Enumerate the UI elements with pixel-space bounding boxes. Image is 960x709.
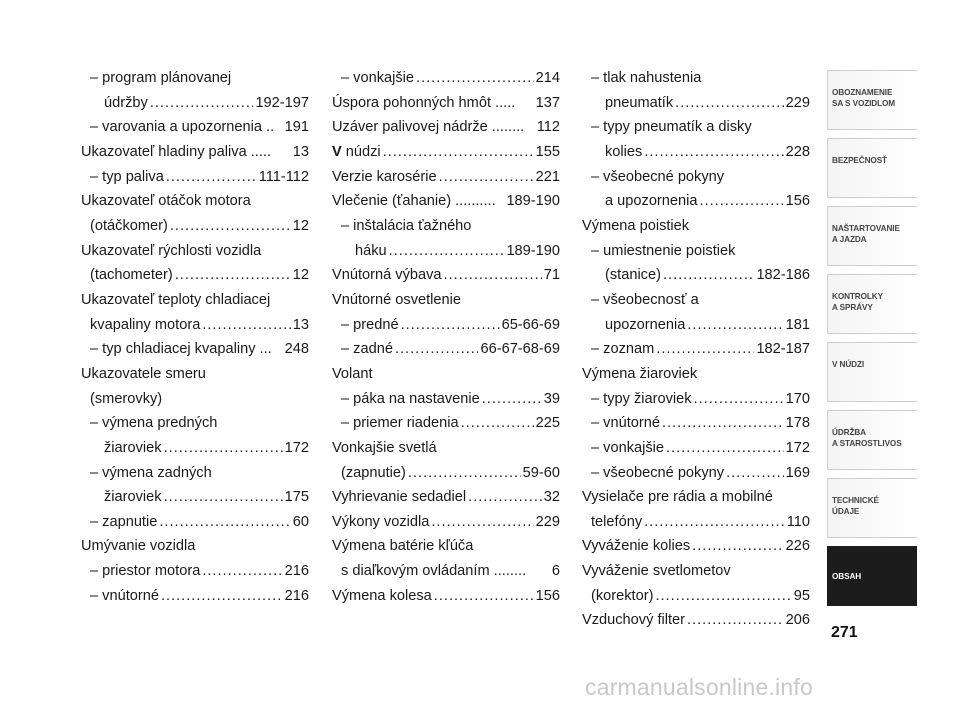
- index-entry-text: (smerovky): [90, 390, 163, 407]
- index-entry-text: – predné: [341, 316, 399, 333]
- index-entry-text: – program plánovanej: [90, 70, 232, 86]
- index-entry: [332, 288, 560, 313]
- index-entry: [81, 189, 309, 214]
- chapter-tab-label-2: A SPRÁVY: [832, 303, 873, 312]
- index-entry-text: telefóny: [591, 513, 643, 530]
- index-entry-text: – vnútorné: [591, 415, 660, 432]
- index-entry-text: (korektor): [591, 587, 654, 604]
- index-entry-text: Uzáver palivovej nádrže ........: [332, 119, 525, 136]
- page-reference: 170: [785, 390, 810, 407]
- index-entry-text: Vonkajšie svetlá: [332, 439, 437, 456]
- index-entry-text: Vyhrievanie sedadiel: [332, 489, 467, 506]
- index-entry: [81, 362, 309, 387]
- page-reference: 229: [785, 94, 810, 111]
- index-entry-text: upozornenia: [605, 316, 686, 333]
- index-entry-text: Vnútorné osvetlenie: [332, 291, 461, 308]
- index-entry-text: (tachometer): [90, 267, 173, 284]
- index-entry: [332, 411, 560, 436]
- leader-dots: [656, 337, 754, 362]
- index-entry-text: – vonkajšie: [341, 70, 415, 86]
- index-entry: [81, 66, 309, 91]
- index-entry-text: a upozornenia: [605, 193, 698, 210]
- index-entry: [81, 337, 309, 362]
- index-entry: [81, 239, 309, 264]
- leader-dots: [439, 165, 534, 190]
- page-reference: 216: [284, 587, 309, 604]
- chapter-tab-label: ÚDRŽBA: [832, 428, 866, 437]
- leader-dots: [395, 337, 479, 362]
- page-reference: 95: [793, 587, 810, 604]
- index-entry-text: [332, 140, 381, 165]
- page-reference: 110: [786, 513, 810, 530]
- index-entry-text: (zapnutie): [341, 464, 406, 481]
- index-entry: [81, 313, 309, 338]
- index-entry: [332, 66, 560, 91]
- index-entry: [81, 411, 309, 436]
- index-entry-text: údržby: [104, 94, 148, 111]
- index-entry-text: – umiestnenie poistiek: [591, 242, 736, 259]
- index-entry-text-rest: núdzi: [341, 143, 381, 160]
- index-entry: [332, 337, 560, 362]
- index-entry-text: Ukazovateľ otáčok motora: [81, 193, 251, 210]
- page-reference: 169: [785, 464, 810, 481]
- leader-dots: [166, 165, 257, 190]
- chapter-tab[interactable]: [827, 546, 917, 606]
- page-reference: 39: [543, 390, 560, 407]
- page-reference: 226: [785, 538, 810, 555]
- chapter-tab-label-2: SA S VOZIDLOM: [832, 99, 895, 108]
- index-entry: [332, 115, 560, 140]
- index-entry-text: – vnútorné: [90, 587, 159, 604]
- chapter-tab-label-2: A STAROSTLIVOS: [832, 439, 902, 448]
- index-entry: [332, 436, 560, 461]
- index-entry: [582, 534, 810, 559]
- page-reference: 178: [785, 415, 810, 432]
- page-reference: 182-187: [756, 341, 810, 358]
- index-entry: [582, 288, 810, 313]
- leader-dots: [692, 534, 783, 559]
- leader-dots: [644, 140, 783, 165]
- index-entry-text: – zoznam: [591, 341, 655, 358]
- index-entry: [582, 362, 810, 387]
- index-entry: [81, 534, 309, 559]
- page-reference: 156: [535, 587, 560, 604]
- leader-dots: [700, 189, 784, 214]
- index-column-2: [332, 66, 560, 608]
- index-entry: [582, 239, 810, 264]
- chapter-tab-label-2: A JAZDA: [832, 235, 867, 244]
- index-entry: [582, 510, 810, 535]
- index-entry-text: žiaroviek: [104, 489, 162, 506]
- leader-dots: [687, 608, 784, 633]
- index-entry-text: Ukazovateľ teploty chladiacej: [81, 291, 271, 308]
- page-number: 271: [831, 624, 858, 641]
- leader-dots: [202, 313, 290, 338]
- index-entry: [81, 584, 309, 609]
- leader-dots: [431, 510, 533, 535]
- leader-dots: [468, 485, 542, 510]
- index-entry-text: Výmena kolesa: [332, 587, 432, 604]
- index-entry-text: – typ paliva: [90, 168, 164, 185]
- leader-dots: [175, 263, 291, 288]
- leader-dots: [694, 387, 784, 412]
- index-entry-text: – typ chladiacej kvapaliny ...: [90, 341, 272, 358]
- index-entry-text: – typy pneumatík a disky: [591, 119, 752, 136]
- page-reference: 192-197: [255, 94, 309, 111]
- index-entry: [582, 485, 810, 510]
- index-entry: [582, 387, 810, 412]
- index-entry: [582, 91, 810, 116]
- index-entry-text: Vnútorná výbava: [332, 267, 442, 284]
- index-entry: [332, 189, 560, 214]
- index-entry: [332, 362, 560, 387]
- page-reference: 248: [284, 341, 309, 358]
- page-reference: 191: [284, 119, 309, 136]
- leader-dots: [150, 91, 254, 116]
- leader-dots: [434, 584, 534, 609]
- index-entry: [582, 436, 810, 461]
- index-entry: [582, 115, 810, 140]
- leader-dots: [170, 214, 291, 239]
- leader-dots: [644, 510, 785, 535]
- leader-dots: [164, 485, 283, 510]
- index-entry: [81, 387, 309, 412]
- index-entry-text: Vzduchový filter: [582, 612, 686, 629]
- page-reference: 225: [535, 415, 560, 432]
- index-entry: [332, 91, 560, 116]
- leader-dots: [202, 559, 282, 584]
- index-entry: [81, 165, 309, 190]
- index-entry: [332, 584, 560, 609]
- index-entry: [81, 510, 309, 535]
- index-entry: [582, 411, 810, 436]
- chapter-tab-label: KONTROLKY: [832, 292, 883, 301]
- index-entry: [81, 461, 309, 486]
- page-reference: 65-66-69: [501, 316, 560, 333]
- page-reference: 172: [785, 439, 810, 456]
- index-entry-text: Volant: [332, 365, 373, 382]
- index-entry-text: – výmena predných: [90, 415, 218, 432]
- leader-dots: [666, 436, 784, 461]
- index-entry: [81, 91, 309, 116]
- page-reference: 182-186: [756, 267, 810, 284]
- index-entry-text: Vysielače pre rádia a mobilné: [582, 489, 773, 506]
- index-entry: [582, 66, 810, 91]
- index-entry-text: Ukazovateľ rýchlosti vozidla: [81, 242, 262, 259]
- index-entry-text: (stanice): [605, 267, 661, 284]
- leader-dots: [408, 461, 521, 486]
- index-entry-text: – všeobecnosť a: [591, 291, 699, 308]
- chapter-tab[interactable]: [827, 206, 917, 266]
- page-reference: 71: [543, 267, 560, 284]
- page-reference: 156: [785, 193, 810, 210]
- page-reference: 228: [785, 143, 810, 160]
- chapter-tab-label: NAŠTARTOVANIE: [832, 224, 900, 233]
- index-entry-bold-letter: V: [332, 143, 342, 160]
- index-entry: [332, 263, 560, 288]
- index-entry: [81, 288, 309, 313]
- page-reference: 214: [535, 70, 560, 86]
- index-entry: [582, 214, 810, 239]
- index-entry-text: – páka na nastavenie: [341, 390, 480, 407]
- index-entry: [332, 387, 560, 412]
- index-entry-text: – priemer riadenia: [341, 415, 459, 432]
- index-entry-text: – výmena zadných: [90, 464, 212, 481]
- leader-dots: [444, 263, 542, 288]
- index-entry: [332, 239, 560, 264]
- page-reference: 206: [785, 612, 810, 629]
- index-entry-text: – všeobecné pokyny: [591, 168, 725, 185]
- leader-dots: [416, 66, 534, 91]
- leader-dots: [482, 387, 542, 412]
- chapter-tab-label: OBSAH: [832, 572, 862, 581]
- index-entry-text: Vyváženie svetlometov: [582, 563, 731, 580]
- index-entry: [582, 584, 810, 609]
- chapter-tab[interactable]: [827, 342, 917, 402]
- page-reference: 32: [543, 489, 560, 506]
- page-reference: 175: [284, 489, 309, 506]
- leader-dots: [662, 411, 784, 436]
- chapter-tab-label: TECHNICKÉ: [832, 496, 879, 505]
- index-entry: [332, 313, 560, 338]
- index-entry-text: – všeobecné pokyny: [591, 464, 725, 481]
- index-entry-text: – zapnutie: [90, 513, 158, 530]
- index-entry: [332, 461, 560, 486]
- index-entry: [582, 165, 810, 190]
- index-entry-text: Výmena žiaroviek: [582, 365, 698, 382]
- index-entry: [332, 534, 560, 559]
- leader-dots: [726, 461, 784, 486]
- index-entry-text: Ukazovatele smeru: [81, 365, 206, 382]
- index-entry-text: kolies: [605, 143, 643, 160]
- index-entry-text: – typy žiaroviek: [591, 390, 692, 407]
- index-entry-text: kvapaliny motora: [90, 316, 201, 333]
- chapter-tab[interactable]: [827, 410, 917, 470]
- leader-dots: [389, 239, 505, 264]
- page-reference: 66-67-68-69: [480, 341, 560, 358]
- index-entry-text: žiaroviek: [104, 439, 162, 456]
- index-column-3: [582, 66, 810, 633]
- page-reference: 12: [292, 217, 309, 234]
- index-entry-text: (otáčkomer): [90, 217, 168, 234]
- index-entry-text: pneumatík: [605, 94, 674, 111]
- index-entry-text: – priestor motora: [90, 563, 201, 580]
- index-entry: [332, 165, 560, 190]
- chapter-tab-label: BEZPEČNOSŤ: [832, 156, 887, 165]
- index-entry-text: Umývanie vozidla: [81, 538, 196, 555]
- index-entry: [332, 485, 560, 510]
- leader-dots: [687, 313, 783, 338]
- chapter-tab-label-2: ÚDAJE: [832, 507, 860, 516]
- chapter-tab-label: V NÚDZI: [832, 360, 865, 369]
- index-entry: [582, 608, 810, 633]
- index-entry: [332, 559, 560, 584]
- index-entry: [582, 263, 810, 288]
- page-reference: 111-112: [258, 168, 309, 185]
- index-entry: [582, 140, 810, 165]
- page-reference: 13: [292, 143, 309, 160]
- leader-dots: [675, 91, 783, 116]
- index-entry: [582, 559, 810, 584]
- index-entry: [81, 485, 309, 510]
- leader-dots: [383, 140, 534, 165]
- index-entry-text: – vonkajšie: [591, 439, 665, 456]
- index-entry: [332, 140, 560, 165]
- index-entry-text: – tlak nahustenia: [591, 70, 702, 86]
- page-reference: 216: [284, 563, 309, 580]
- page-reference: 189-190: [506, 242, 560, 259]
- index-entry-text: Výmena poistiek: [582, 217, 690, 234]
- index-entry-text: háku: [355, 242, 387, 259]
- chapter-tabs: [827, 70, 917, 614]
- index-entry: [81, 115, 309, 140]
- page-reference: 189-190: [506, 193, 560, 210]
- page-reference: 13: [292, 316, 309, 333]
- index-entry: [582, 461, 810, 486]
- page-reference: 155: [535, 143, 560, 160]
- leader-dots: [461, 411, 534, 436]
- index-entry-text: – varovania a upozornenia ..: [90, 119, 275, 136]
- chapter-tab[interactable]: [827, 478, 917, 538]
- index-entry: [582, 313, 810, 338]
- chapter-tab[interactable]: [827, 138, 917, 198]
- leader-dots: [663, 263, 754, 288]
- index-column-1: [81, 66, 309, 608]
- page-reference: 6: [551, 563, 560, 580]
- page-reference: 229: [535, 513, 560, 530]
- page-reference: 59-60: [522, 464, 560, 481]
- leader-dots: [164, 436, 283, 461]
- index-entry: [81, 559, 309, 584]
- index-entry: [81, 436, 309, 461]
- index-entry-text: Výmena batérie kľúča: [332, 538, 474, 555]
- page-reference: 12: [292, 267, 309, 284]
- leader-dots: [401, 313, 500, 338]
- chapter-tab[interactable]: [827, 70, 917, 130]
- index-entry-text: – inštalácia ťažného: [341, 217, 472, 234]
- index-entry: [582, 189, 810, 214]
- index-entry-text: Výkony vozidla: [332, 513, 430, 530]
- index-entry-text: Vlečenie (ťahanie) ..........: [332, 193, 496, 210]
- page-reference: 181: [785, 316, 810, 333]
- page-reference: 112: [536, 119, 560, 136]
- index-entry-text: Ukazovateľ hladiny paliva .....: [81, 143, 272, 160]
- leader-dots: [161, 584, 283, 609]
- index-entry: [332, 214, 560, 239]
- index-entry: [81, 140, 309, 165]
- index-entry: [332, 510, 560, 535]
- index-entry: [81, 214, 309, 239]
- page-reference: 60: [292, 513, 309, 530]
- index-entry-text: – zadné: [341, 341, 393, 358]
- chapter-tab[interactable]: [827, 274, 917, 334]
- page-reference: 221: [535, 168, 560, 185]
- index-entry: [81, 263, 309, 288]
- index-entry-text: Verzie karosérie: [332, 168, 437, 185]
- page-reference: 172: [284, 439, 309, 456]
- leader-dots: [159, 510, 290, 535]
- watermark: carmanualsonline.info: [585, 674, 813, 700]
- index-entry-text: Úspora pohonných hmôt .....: [332, 94, 516, 111]
- index-entry-text: s diaľkovým ovládaním ........: [341, 563, 527, 580]
- page-reference: 137: [535, 94, 560, 111]
- index-entry: [582, 337, 810, 362]
- leader-dots: [655, 584, 791, 609]
- chapter-tab-label: OBOZNAMENIE: [832, 88, 893, 97]
- index-entry-text: Vyváženie kolies: [582, 538, 691, 555]
